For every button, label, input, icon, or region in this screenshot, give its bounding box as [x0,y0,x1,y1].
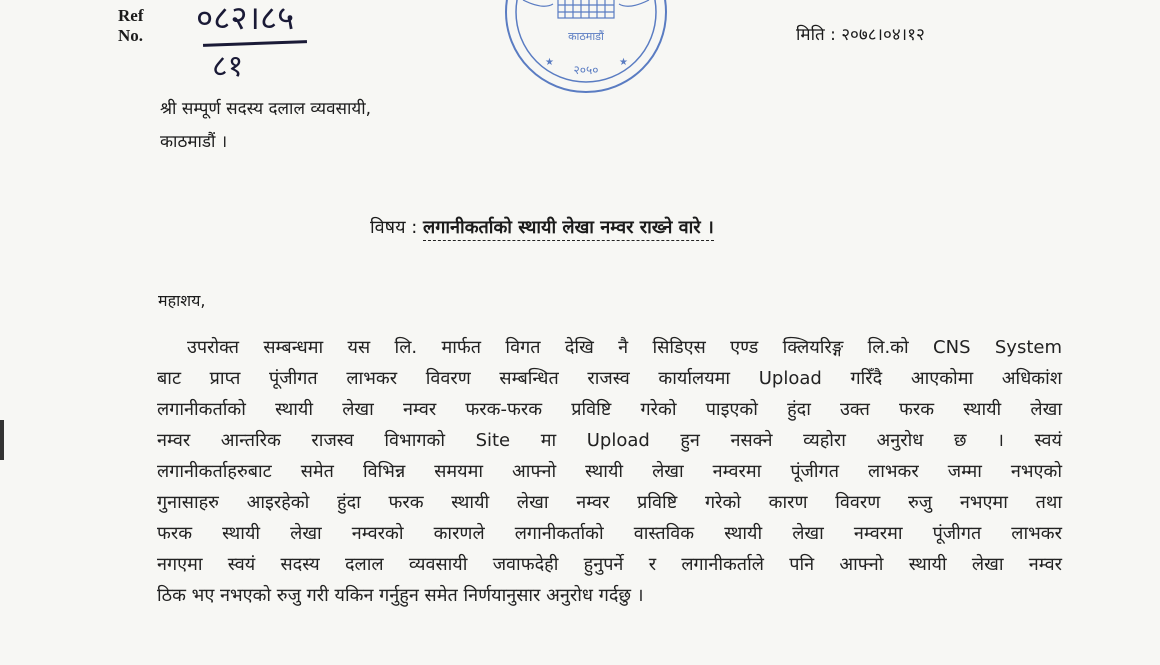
official-seal-logo [503,0,669,100]
ref-number-handwritten: ०८२।८५ [196,0,295,37]
seal-star-right-icon: ★ [619,57,628,68]
body-line: उपरोक्त सम्बन्धमा यस लि. मार्फत विगत देखि नै सिडिएस एण्ड क्लियरिङ्ग लि.को CNS System [187,337,1062,358]
subject-line [370,215,714,239]
body-line: गुनासाहरु आइरहेको हुंदा फरक स्थायी लेखा नम्वर प्रविष्टि गरेको कारण विवरण रुजु नभएमा तथा [157,492,1062,513]
address-line-2: काठमाडौं । [160,132,228,152]
body-line: नम्वर आन्तरिक राजस्व विभागको Site मा Upload हुन नसक्ने व्यहोरा अनुरोध छ । स्वयं [157,430,1062,451]
scan-edge-mark [0,420,4,460]
letter-date: मिति : २०७८।०४।१२ [796,25,925,45]
address-line-1: श्री सम्पूर्ण सदस्य दलाल व्यवसायी, [160,99,372,119]
body-line: फरक स्थायी लेखा नम्वरको कारणले लगानीकर्ताको वास्तविक स्थायी लेखा नम्वरमा पूंजीगत लाभकर [157,523,1062,544]
body-line: नगएमा स्वयं सदस्य दलाल व्यवसायी जवाफदेही हुनुपर्ने र लगानीकर्ताले पनि आफ्नो स्थायी लेखा नम्वर [157,554,1062,575]
seal-star-left-icon: ★ [545,57,554,68]
ref-label: Ref No. [118,6,144,45]
salutation: महाशय, [158,291,206,310]
subject-text: लगानीकर्ताको स्थायी लेखा नम्वर राख्ने वारे । [423,217,714,241]
body-line: लगानीकर्ताहरुबाट समेत विभिन्न समयमा आफ्नो स्थायी लेखा नम्वरमा पूंजीगत लाभकर जम्मा नभएको [157,461,1062,482]
body-line: ठिक भए नभएको रुजु गरी यकिन गर्नुहुन समेत निर्णयानुसार अनुरोध गर्दछु । [157,585,644,606]
body-line: लगानीकर्ताको स्थायी लेखा नम्वर फरक-फरक प्रविष्टि गरेको पाइएको हुंदा उक्त फरक स्थायी लेखा [157,399,1062,420]
letter-body [157,332,1062,611]
ref-sub-number-handwritten: ८१ [212,49,244,84]
recipient-address [160,93,371,159]
seal-year-text: २०५० [573,63,599,77]
body-line: बाट प्राप्त पूंजीगत लाभकर विवरण सम्बन्धित राजस्व कार्यालयमा Upload गरिँदै आएकोमा अधिकांश [157,368,1062,389]
subject-label: विषय : [370,217,418,238]
seal-city-text: काठमाडौं [568,30,604,43]
